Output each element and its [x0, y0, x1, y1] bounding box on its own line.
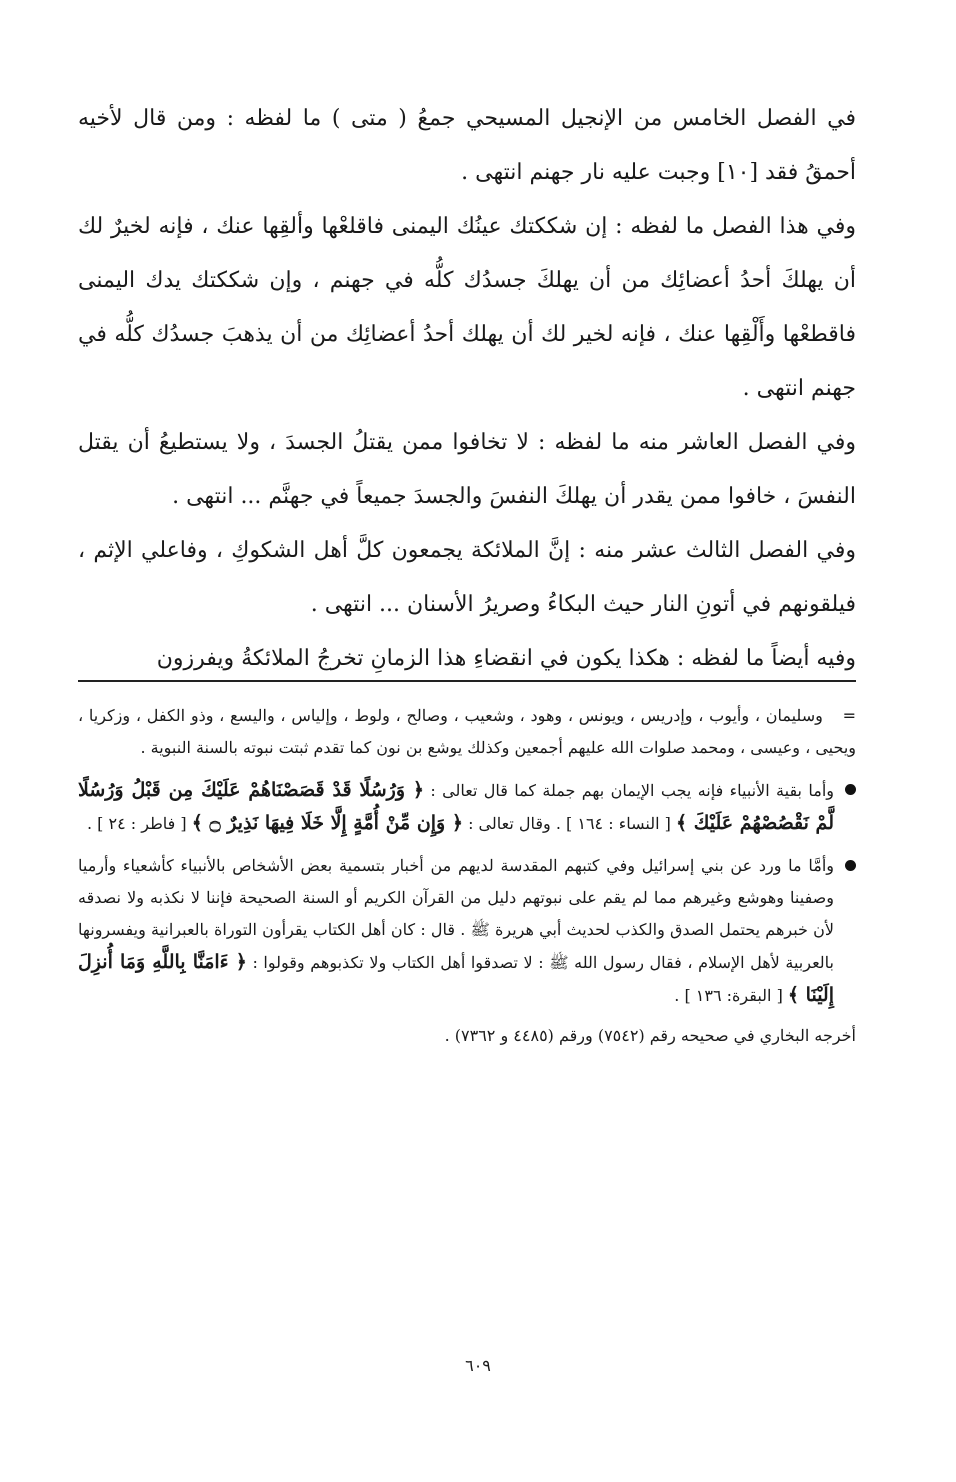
paragraph-5: وفيه أيضاً ما لفظه : هكذا يكون في انقضاءِ هذا الزمانِ تخرجُ الملائكةُ ويفرزون [156, 646, 856, 671]
quran-verse-2: ﴿ وَإِن مِّنْ أُمَّةٍ إِلَّا خَلَا فِيهَا نَذِيرٌ ۝ ﴾ [191, 812, 463, 834]
footnote-bullet-2 [78, 850, 856, 1012]
bullet-icon [845, 860, 856, 871]
paragraph-4: وفي الفصل الثالث عشر منه : إنَّ الملائكة يجمعون كلَّ أهل الشكوكِ ، وفاعلي الإثم ، فيلقونهم في أتونِ النار حيث البكاءُ وصريرُ الأسنان ... انتهى . [78, 538, 856, 617]
quran-ref-3: [ البقرة: ١٣٦ ] . [674, 986, 783, 1005]
footnote-divider [78, 680, 856, 682]
footnote-bullet-1 [78, 774, 856, 840]
page-number: ٦٠٩ [465, 1356, 491, 1375]
bullet1-intro: وأما بقية الأنبياء فإنه يجب الإيمان بهم جملة كما قال تعالى : [430, 781, 834, 800]
paragraph-3: وفي الفصل العاشر منه ما لفظه : لا تخافوا ممن يقتلُ الجسدَ ، ولا يستطيعُ أن يقتل النفسَ ، خافوا ممن يقدر أن يهلكَ النفسَ والجسدَ جميعاً في جهنَّم ... انتهى . [78, 430, 856, 509]
continuation-text: وسليمان ، وأيوب ، وإدريس ، ويونس ، وهود ، وشعيب ، وصالح ، ولوط ، وإلياس ، واليسع ، وذو الكفل ، وزكريا ، ويحيى ، وعيسى ، ومحمد صلوات الله عليهم أجمعين وكذلك يوشع بن نون كما تقدم ثبتت نبوته بالسنة النبوية . [78, 706, 856, 757]
quran-ref-1: [ النساء : ١٦٤ ] . وقال تعالى : [468, 814, 671, 833]
quran-ref-2: [ فاطر : ٢٤ ] . [86, 814, 187, 833]
paragraph-1: في الفصل الخامس من الإنجيل المسيحي جمعُ ( متى ) ما لفظه : ومن قال لأخيه أحمقُ فقد [١٠] وجبت عليه نار جهنم انتهى . [78, 106, 856, 185]
continuation-mark: = [842, 706, 856, 725]
bullet2-text: وأمَّا ما ورد عن بني إسرائيل وفي كتبهم المقدسة لديهم من أخبار بتسمية بعض الأشخاص بالأنبياء كأشعياء وأرميا وصفينا وهوشع وغيرهم مما لم يقم على نبوتهم دليل من القرآن الكريم أو السنة الصحيحة فإننا لا نكذبه ولا نصدقه لأن خبرهم يحتمل الصدق والكذب لحديث أبي هريرة ﷺ . قال : كان أهل الكتاب يقرأون التوراة بالعبرانية ويفسرونها بالعربية لأهل الإسلام ، فقال رسول الله ﷺ : لا تصدقوا أهل الكتاب ولا تكذبوهم وقولوا : [78, 856, 835, 972]
bullet-icon [845, 784, 856, 795]
paragraph-2: وفي هذا الفصل ما لفظه : إن شككتك عينُك اليمنى فاقلعْها وألقِها عنك ، فإنه لخيرٌ لك أن يهلكَ أحدُ أعضائِك من أن يهلكَ جسدُك كلُّه في جهنم ، وإن شككتك يدك اليمنى فاقطعْها وأَلْقِها عنك ، فإنه لخير لك أن يهلك أحدُ أعضائِك من أن يذهبَ جسدُك كلُّه في جهنم انتهى . [78, 214, 856, 401]
quran-verse-1: ﴿ وَرُسُلًا قَدْ قَصَصْنَاهُمْ عَلَيْكَ مِن قَبْلُ وَرُسُلًا لَّمْ نَقْصُصْهُمْ عَلَيْكَ ﴾ [78, 779, 834, 834]
footnotes [78, 700, 856, 1052]
footnote-continuation [78, 700, 856, 764]
main-text [78, 92, 856, 680]
quran-verse-3: ﴿ ءَامَنَّا بِاللَّهِ وَمَا أُنزِلَ إِلَيْنَا ﴾ [78, 951, 834, 1006]
page-content [78, 92, 856, 1068]
hadith-source: أخرجه البخاري في صحيحه رقم (٧٥٤٢) ورقم (٤٤٨٥ و ٧٣٦٢) . [444, 1026, 856, 1045]
